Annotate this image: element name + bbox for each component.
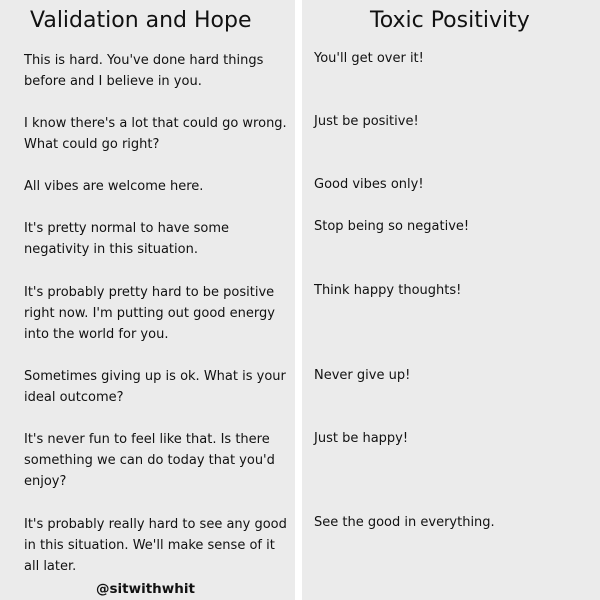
toxic-item: You'll get over it! — [314, 51, 424, 66]
validation-item: All vibes are welcome here. — [24, 179, 204, 194]
toxic-item: Good vibes only! — [314, 177, 424, 192]
validation-item: It's probably really hard to see any good in this situation. We'll make sense of it all later. — [24, 517, 287, 574]
validation-item: It's pretty normal to have some negativity in this situation. — [24, 221, 230, 257]
validation-item: It's probably pretty hard to be positive right now. I'm putting out good energy into the world for you. — [24, 285, 275, 342]
toxic-item: See the good in everything. — [314, 515, 495, 530]
validation-column — [0, 0, 295, 600]
toxic-positivity-column — [302, 0, 600, 600]
author-handle: @sitwithwhit — [96, 581, 195, 597]
toxic-item: Never give up! — [314, 368, 411, 383]
validation-item: Sometimes giving up is ok. What is your ideal outcome? — [24, 369, 286, 405]
validation-item: I know there's a lot that could go wrong. What could go right? — [24, 116, 287, 152]
toxic-item: Just be positive! — [314, 114, 419, 129]
toxic-item: Think happy thoughts! — [314, 283, 462, 298]
validation-item: This is hard. You've done hard things before and I believe in you. — [24, 53, 264, 89]
toxic-item: Stop being so negative! — [314, 219, 470, 234]
validation-item: It's never fun to feel like that. Is there something we can do today that you'd enjoy? — [24, 432, 275, 489]
toxic-item: Just be happy! — [314, 431, 409, 446]
toxic-positivity-title: Toxic Positivity — [370, 8, 530, 33]
validation-title: Validation and Hope — [30, 8, 252, 33]
